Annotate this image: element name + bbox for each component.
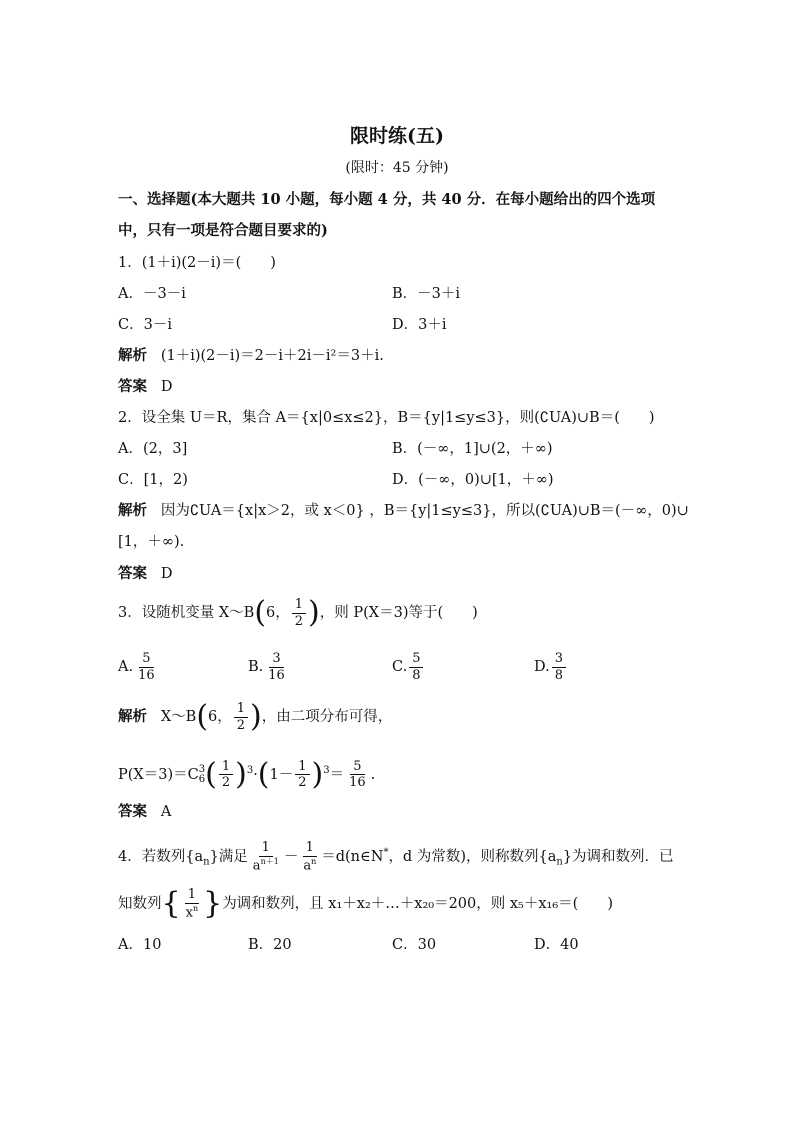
fraction: $\frac{5}{8}$ <box>409 652 423 682</box>
analysis-text: (1＋i)(2－i)＝2－i＋2i－i²＝3＋i. <box>160 348 384 364</box>
left-brace: { <box>161 886 181 921</box>
question-3-answer <box>118 802 171 822</box>
question-3-analysis: 解析 X～B(6， $\frac{1}{2}$ )，由二项分布可得， <box>118 699 393 734</box>
fraction: $\frac{3}{16}$ <box>268 650 285 683</box>
answer-value: A <box>160 804 172 820</box>
section-header-line1: 一、选择题(本大题共 10 小题，每小题 4 分，共 40 分．在每小题给出的四个选项 <box>118 191 656 208</box>
question-4-option-a: A．10 <box>118 937 162 953</box>
question-2-option-a: A．(2，3] <box>118 441 188 457</box>
fraction: $\frac{1}{2}$ <box>295 760 309 790</box>
right-paren: ) <box>250 699 262 734</box>
section-header-line2: 中，只有一项是符合题目要求的) <box>118 222 328 239</box>
fraction: $\frac{5}{16}$ <box>138 650 155 683</box>
answer-value: D <box>160 379 173 395</box>
answer-label: 答案 <box>118 803 147 820</box>
question-2-stem: 2．设全集 U＝R，集合 A＝{x|0≤x≤2}，B＝{y|1≤y≤3}，则(∁UA)∪B＝( ) <box>118 410 655 426</box>
question-3-option-d: D. $\frac{3}{8}$ <box>534 648 568 686</box>
question-1-option-b: B．－3＋i <box>392 286 461 302</box>
question-3-formula: P(X＝3)＝C 3 6 ( $\frac{1}{2}$ )$^3$·(1－ $\frac{1}{2}$ )$^3$＝ $\frac{5}{16}$ . <box>118 756 376 792</box>
question-4-option-d: D．40 <box>534 937 579 953</box>
question-1-option-c: C．3－i <box>118 317 172 333</box>
question-1-stem: 1．(1＋i)(2－i)＝( ) <box>118 255 276 271</box>
question-3-stem <box>118 596 478 630</box>
question-1-analysis <box>118 346 384 366</box>
right-paren: ) <box>235 756 247 792</box>
fraction: $\frac{1}{2}$ <box>219 760 233 790</box>
fraction: $\frac{1}{x^n}$ <box>185 887 199 921</box>
answer-label: 答案 <box>118 378 147 395</box>
question-2-analysis-cont: [1，＋∞). <box>118 534 185 550</box>
question-1-option-a: A．－3－i <box>118 286 186 302</box>
left-paren: ( <box>257 756 270 792</box>
fraction: $\frac{1}{a^{n+1}}$ <box>252 840 279 873</box>
question-2-option-b: B．(－∞，1]∪(2，＋∞) <box>392 441 553 457</box>
question-3-option-b: B. $\frac{3}{16}$ <box>248 648 290 686</box>
analysis-label: 解析 <box>118 347 147 364</box>
question-4-stem-cont: 知数列{ $\frac{1}{x^n}$ }为调和数列，且 x₁＋x₂＋…＋x₂₀＝200，则 x₅＋x₁₆＝( ) <box>118 886 613 921</box>
page-title: 限时练(五) <box>350 125 444 147</box>
fraction: $\frac{1}{2}$ <box>292 598 306 628</box>
stem-text: 3．设随机变量 X～B <box>118 605 255 621</box>
left-paren: ( <box>196 699 209 734</box>
right-paren: ) <box>311 756 324 792</box>
fraction: $\frac{1}{a^n}$ <box>303 840 317 873</box>
analysis-label: 解析 <box>118 502 147 519</box>
question-1-option-d: D．3＋i <box>392 317 447 333</box>
question-4-option-c: C．30 <box>392 937 437 953</box>
right-paren: ) <box>308 595 320 630</box>
question-2-option-c: C．[1，2) <box>118 472 188 488</box>
question-1-answer <box>118 377 172 397</box>
question-4-stem: 4．若数列$\{a_n\}$满足 $\frac{1}{a^{n+1}}$ － $\frac{1}{a^n}$ ＝d(n∈N*，d 为常数)，则称数列$\{a_n\}$为调和数列．已 <box>118 840 674 873</box>
page-subtitle: (限时：45 分钟) <box>345 160 449 176</box>
fraction: $\frac{5}{16}$ <box>349 758 366 791</box>
analysis-text: 因为∁UA＝{x|x＞2，或 x＜0} ，B＝{y|1≤y≤3}，所以(∁UA)∪B＝(－∞，0)∪ <box>160 503 689 519</box>
question-2-analysis <box>118 501 689 521</box>
left-paren: ( <box>254 595 267 630</box>
fraction: $\frac{1}{2}$ <box>234 702 248 732</box>
stem-text: 6， <box>266 605 290 621</box>
answer-value: D <box>160 566 173 582</box>
answer-label: 答案 <box>118 565 147 582</box>
right-brace: } <box>203 886 223 921</box>
question-2-option-d: D．(－∞，0)∪[1，＋∞) <box>392 472 554 488</box>
left-paren: ( <box>205 756 217 792</box>
fraction: $\frac{3}{8}$ <box>552 652 566 682</box>
question-3-option-c: C. $\frac{5}{8}$ <box>392 648 425 686</box>
question-2-answer <box>118 564 172 584</box>
analysis-label: 解析 <box>118 708 147 725</box>
question-3-option-a: A. $\frac{5}{16}$ <box>118 648 160 686</box>
question-4-option-b: B．20 <box>248 937 292 953</box>
stem-text: ，则 P(X＝3)等于( ) <box>319 605 478 621</box>
